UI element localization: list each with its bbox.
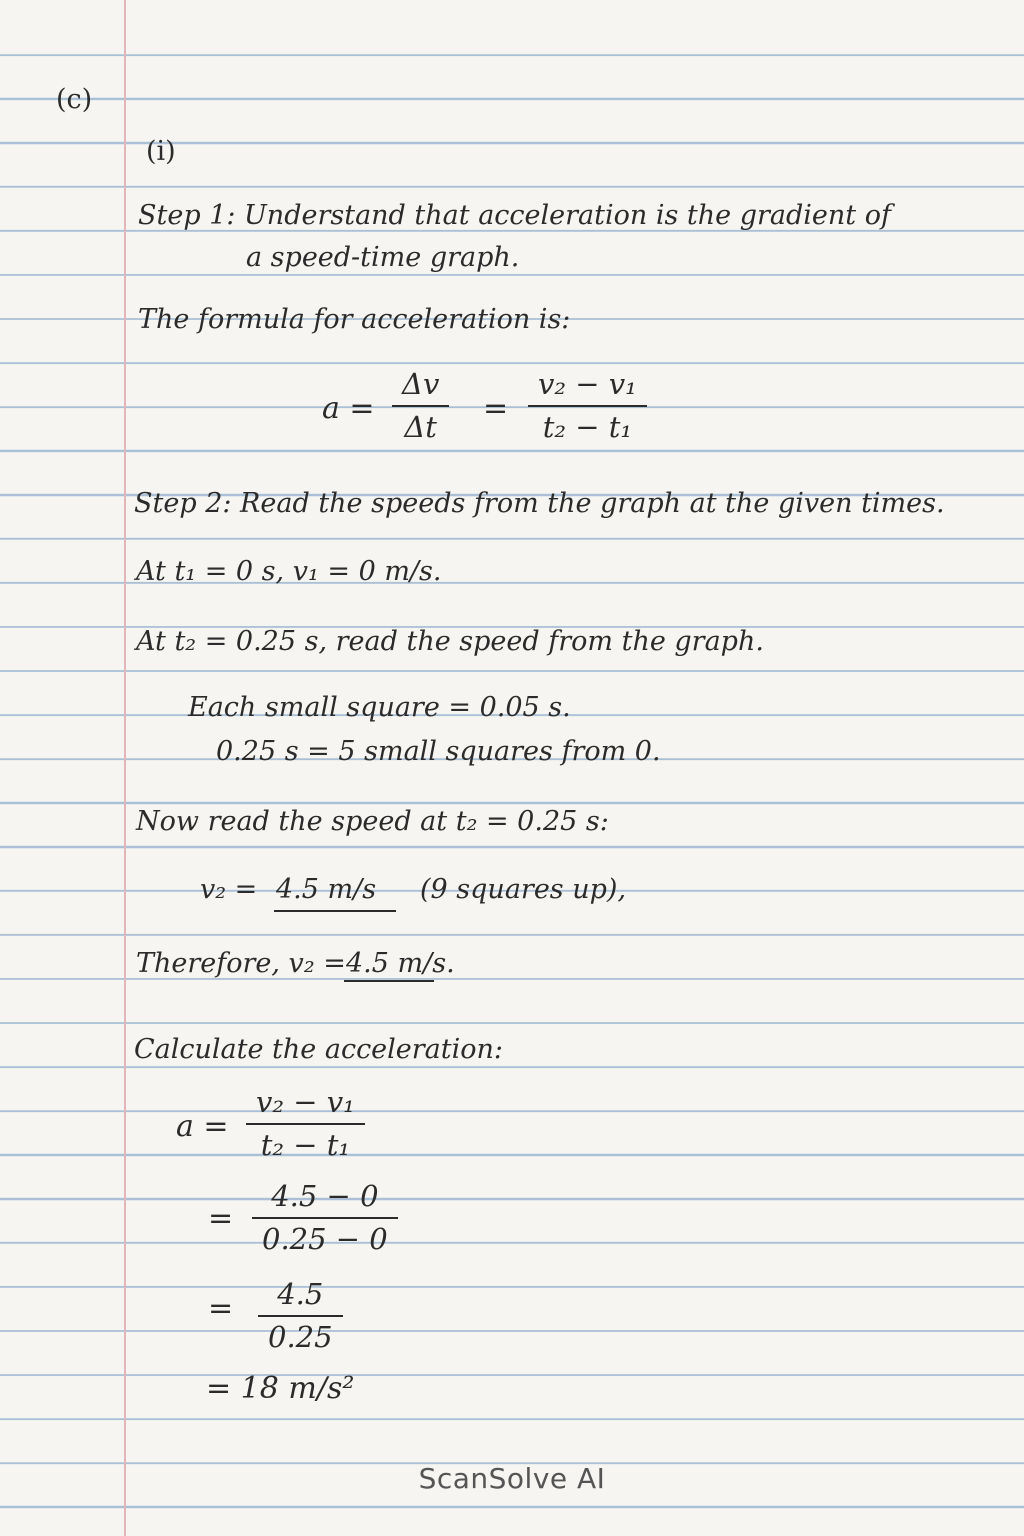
at-t1-text: At t₁ = 0 s, v₁ = 0 m/s. <box>136 556 442 587</box>
v2-value: 4.5 m/s <box>276 874 377 905</box>
fraction-denominator: 0.25 − 0 <box>262 1222 388 1256</box>
formula-equals: = <box>483 391 509 426</box>
fraction-bar <box>246 1123 365 1125</box>
footer-watermark: ScanSolve AI <box>418 1462 606 1495</box>
fraction-denominator: t₂ − t₁ <box>260 1128 351 1162</box>
margin-line <box>124 0 126 1536</box>
step1-line1: Step 1: Understand that acceleration is the gradient of <box>138 200 891 231</box>
v2-lhs: v₂ = <box>200 874 258 905</box>
formula-fraction-delta <box>392 367 449 444</box>
small-square-text: Each small square = 0.05 s. <box>188 692 571 723</box>
fraction-numerator: v₂ − v₁ <box>256 1085 355 1119</box>
fraction-bar <box>528 405 647 407</box>
calc-step2-fraction <box>252 1179 398 1256</box>
fraction-numerator: Δv <box>402 367 440 401</box>
v2-underline <box>274 910 396 912</box>
at-t2-text: At t₂ = 0.25 s, read the speed from the graph. <box>136 626 764 657</box>
v2-note: (9 squares up), <box>420 874 627 905</box>
fraction-numerator: 4.5 <box>277 1277 324 1311</box>
calc-step1-fraction <box>246 1085 365 1162</box>
step1-line2: a speed-time graph. <box>246 242 520 273</box>
formula-lhs: a = <box>322 391 375 426</box>
formula-intro: The formula for acceleration is: <box>138 304 571 335</box>
fraction-numerator: v₂ − v₁ <box>538 367 637 401</box>
formula-fraction-velocity <box>528 367 647 444</box>
fraction-denominator: 0.25 <box>268 1320 333 1354</box>
fraction-denominator: Δt <box>404 410 437 444</box>
calc-step2-equals: = <box>208 1201 234 1236</box>
fraction-numerator: 4.5 − 0 <box>271 1179 379 1213</box>
fraction-denominator: t₂ − t₁ <box>542 410 633 444</box>
step2-text: Step 2: Read the speeds from the graph at the given times. <box>134 488 945 519</box>
fraction-bar <box>258 1315 343 1317</box>
calc-step3-fraction <box>258 1277 343 1354</box>
therefore-prefix: Therefore, v₂ = <box>136 948 346 979</box>
calc-step3-equals: = <box>208 1291 234 1326</box>
therefore-value: 4.5 m/s. <box>346 948 455 979</box>
part-label: (c) <box>56 84 93 115</box>
calc-heading: Calculate the acceleration: <box>134 1034 504 1065</box>
calc-lhs: a = <box>176 1109 229 1144</box>
fraction-bar <box>252 1217 398 1219</box>
squares-count-text: 0.25 s = 5 small squares from 0. <box>216 736 661 767</box>
calc-result: = 18 m/s² <box>206 1371 355 1406</box>
read-speed-text: Now read the speed at t₂ = 0.25 s: <box>136 806 609 837</box>
subpart-label: (i) <box>146 136 176 167</box>
fraction-bar <box>392 405 449 407</box>
therefore-underline <box>344 980 434 982</box>
